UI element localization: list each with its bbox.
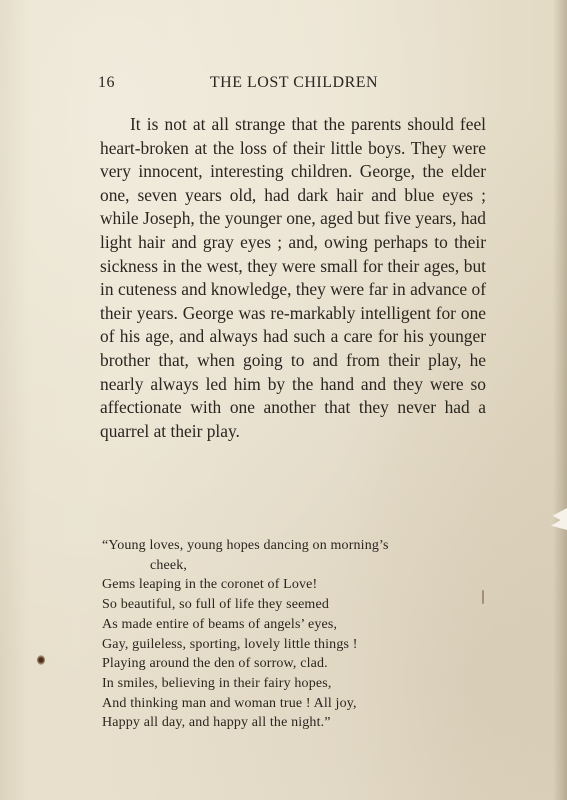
poem-line: So beautiful, so full of life they seemed (102, 597, 329, 613)
poem-line: In smiles, believing in their fairy hopes, (102, 675, 332, 691)
poem (102, 536, 512, 733)
poem-line: And thinking man and woman true ! All joy, (102, 695, 357, 711)
stain-spot (37, 655, 45, 665)
page-edge-shadow (553, 0, 567, 800)
poem-line: “Young loves, young hopes dancing on morning’s (102, 538, 389, 553)
running-title: THE LOST CHILDREN (209, 74, 379, 91)
poem-line: As made entire of beams of angels’ eyes, (102, 616, 338, 632)
poem-line: Gems leaping in the coronet of Love! (102, 577, 318, 593)
page-header (98, 74, 490, 96)
poem-line: Gay, guileless, sporting, lovely little things ! (102, 636, 358, 652)
poem-line: Playing around the den of sorrow, clad. (102, 656, 328, 672)
body-paragraph: It is not at all strange that the parents should feel heart-broken at the loss of their little boys. They were very innocent, interesting children. George, the elder one, seven years old, had dark hair and blue eyes ; while Joseph, the younger one, aged but five years, had light hair and gray eyes ; and, owing perhaps to their sickness in the west, they were small for their ages, but in cuteness and knowledge, they were far in advance of their years. George was re-markably intelligent for one of his age, and always had such a care for his younger brother that, when going to and from their play, he nearly always led him by the hand and they were so affectionate with one another that they never had a quarrel at their play. (100, 114, 486, 441)
poem-line: Happy all day, and happy all the night.” (102, 715, 331, 731)
page-number: 16 (98, 74, 115, 91)
poem-line: cheek, (150, 557, 188, 573)
